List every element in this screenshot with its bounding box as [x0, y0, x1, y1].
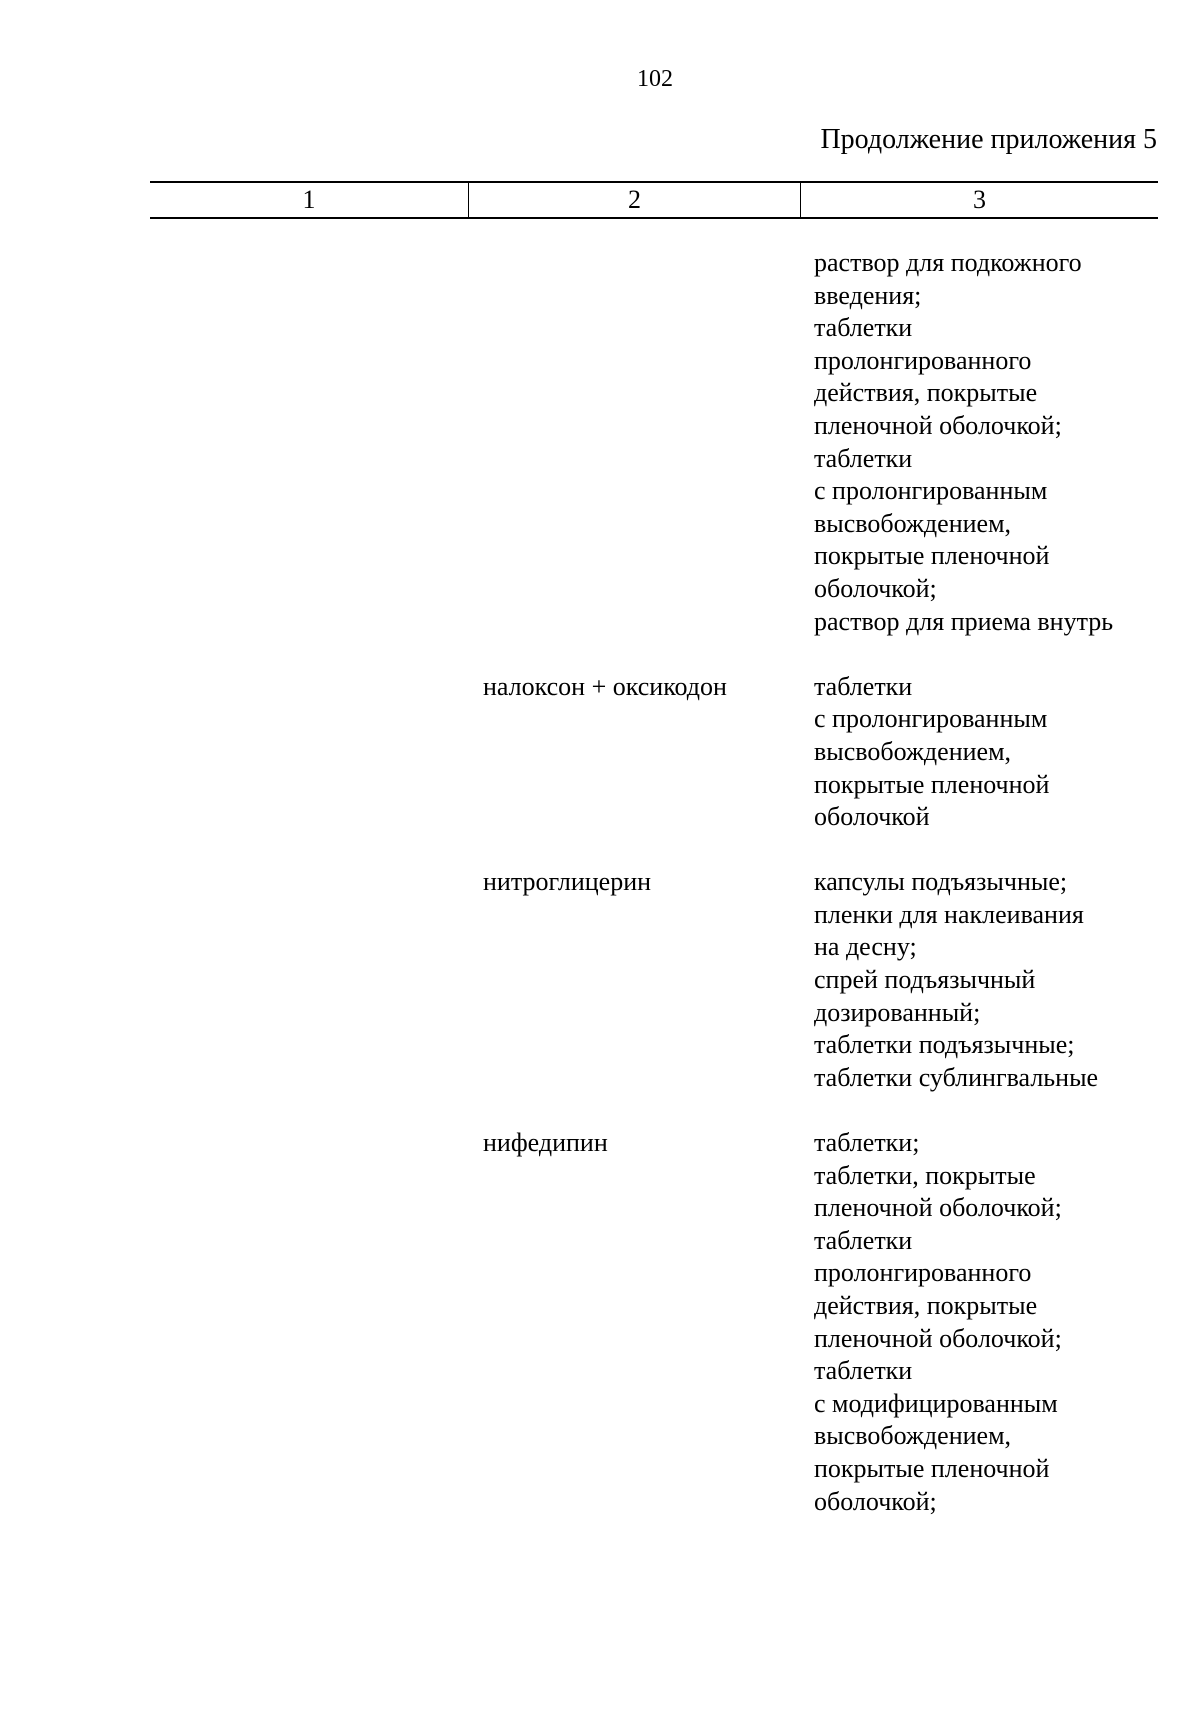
- dosage-form-line: действия, покрытые: [814, 378, 1038, 408]
- dosage-form-line: дозированный;: [814, 997, 981, 1027]
- dosage-form-line: покрытые пленочной: [814, 769, 1050, 799]
- dosage-form-line: таблетки;: [814, 1128, 920, 1158]
- dosage-forms: [814, 1127, 1174, 1518]
- dosage-form-line: таблетки подъязычные;: [814, 1030, 1075, 1060]
- table-body: [0, 247, 1200, 1518]
- row-spacer: [0, 834, 1200, 867]
- dosage-form-line: таблетки: [814, 1225, 913, 1255]
- header-col-2: 2: [469, 183, 801, 217]
- drug-name: нитроглицерин: [483, 867, 652, 897]
- dosage-form-line: пленочной оболочкой;: [814, 1193, 1062, 1223]
- dosage-form-line: на десну;: [814, 932, 917, 962]
- page-number: 102: [637, 66, 673, 92]
- dosage-form-line: высвобождением,: [814, 736, 1012, 766]
- table-row: [0, 1127, 1200, 1518]
- table-header: [150, 181, 1158, 219]
- dosage-form-line: пролонгированного: [814, 1258, 1032, 1288]
- dosage-form-line: таблетки, покрытые: [814, 1160, 1036, 1190]
- dosage-form-line: спрей подъязычный: [814, 965, 1036, 995]
- header-col-1: 1: [150, 183, 469, 217]
- dosage-form-line: пленочной оболочкой;: [814, 410, 1062, 440]
- dosage-form-line: таблетки: [814, 1356, 913, 1386]
- dosage-form-line: оболочкой;: [814, 1486, 937, 1516]
- dosage-forms: [814, 866, 1174, 1094]
- dosage-form-line: таблетки: [814, 313, 913, 343]
- dosage-form-line: таблетки: [814, 443, 913, 473]
- dosage-form-line: раствор для приема внутрь: [814, 606, 1114, 636]
- dosage-form-line: пленочной оболочкой;: [814, 1323, 1062, 1353]
- continuation-title: Продолжение приложения 5: [820, 124, 1157, 155]
- dosage-form-line: с модифицированным: [814, 1388, 1058, 1418]
- row-spacer: [0, 1094, 1200, 1127]
- dosage-form-line: таблетки: [814, 671, 913, 701]
- dosage-form-line: высвобождением,: [814, 1421, 1012, 1451]
- dosage-form-line: пролонгированного: [814, 345, 1032, 375]
- table-row: [0, 866, 1200, 1094]
- dosage-form-line: капсулы подъязычные;: [814, 867, 1068, 897]
- dosage-form-line: с пролонгированным: [814, 476, 1048, 506]
- dosage-form-line: введения;: [814, 280, 922, 310]
- dosage-form-line: с пролонгированным: [814, 704, 1048, 734]
- drug-name: налоксон + оксикодон: [483, 671, 727, 701]
- dosage-form-line: оболочкой: [814, 802, 930, 832]
- dosage-form-line: высвобождением,: [814, 508, 1012, 538]
- header-col-3: 3: [973, 185, 986, 214]
- dosage-form-line: раствор для подкожного: [814, 248, 1082, 277]
- table-row: [0, 671, 1200, 834]
- dosage-form-line: оболочкой;: [814, 573, 937, 603]
- row-spacer: [0, 638, 1200, 671]
- dosage-forms: [814, 671, 1174, 834]
- dosage-form-line: покрытые пленочной: [814, 1453, 1050, 1483]
- dosage-form-line: пленки для наклеивания: [814, 899, 1084, 929]
- dosage-forms: [814, 247, 1174, 638]
- dosage-form-line: покрытые пленочной: [814, 541, 1050, 571]
- drug-name: нифедипин: [483, 1128, 608, 1158]
- dosage-form-line: таблетки сублингвальные: [814, 1062, 1099, 1092]
- dosage-form-line: действия, покрытые: [814, 1291, 1038, 1320]
- table-row: [0, 247, 1200, 638]
